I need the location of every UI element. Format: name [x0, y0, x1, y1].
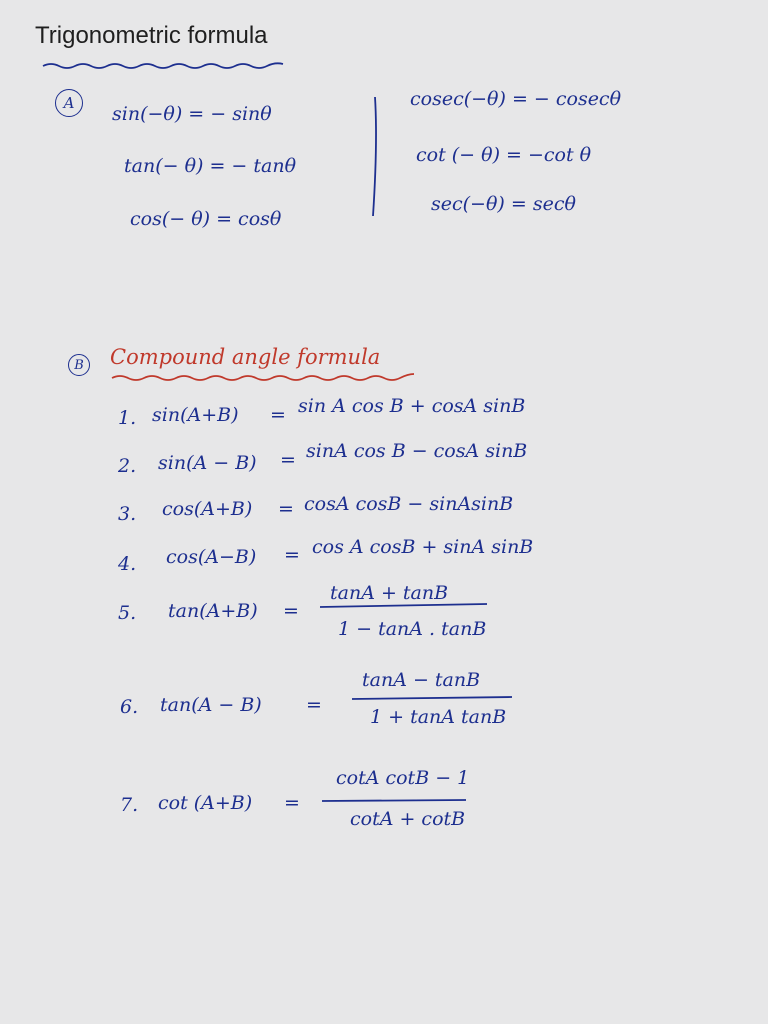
item-number: 2. — [118, 455, 137, 477]
formula-lhs: sin(A − B) — [158, 452, 257, 474]
column-divider — [373, 97, 376, 216]
formula-lhs: cos(A+B) — [162, 498, 253, 520]
identity-cos-neg: cos(− θ) = cosθ — [130, 208, 282, 230]
heading-underline — [112, 374, 414, 380]
fraction-numerator: tanA + tanB — [330, 582, 449, 604]
section-b-heading: Compound angle formula — [110, 345, 381, 369]
identity-cosec-neg: cosec(−θ) = − cosecθ — [410, 88, 622, 110]
fraction-denominator: 1 − tanA . tanB — [338, 618, 487, 640]
item-number: 1. — [118, 407, 137, 429]
formula-lhs: sin(A+B) — [152, 404, 239, 426]
item-number: 6. — [120, 696, 139, 718]
fraction-denominator: 1 + tanA tanB — [370, 706, 507, 728]
equals-sign: = — [284, 544, 300, 566]
equals-sign: = — [284, 792, 300, 814]
item-number: 3. — [118, 503, 137, 525]
identity-cot-neg: cot (− θ) = −cot θ — [416, 144, 592, 166]
item-number: 5. — [118, 602, 137, 624]
item-number: 4. — [118, 553, 137, 575]
formula-lhs: tan(A − B) — [160, 694, 262, 716]
fraction-bar-5 — [320, 604, 487, 607]
formula-lhs: cos(A−B) — [166, 546, 257, 568]
formula-rhs: cosA cosB − sinAsinB — [304, 493, 514, 515]
identity-tan-neg: tan(− θ) = − tanθ — [124, 155, 297, 177]
identity-sin-neg: sin(−θ) = − sinθ — [112, 103, 272, 125]
identity-sec-neg: sec(−θ) = secθ — [431, 193, 576, 215]
equals-sign: = — [278, 498, 294, 520]
formula-rhs: sinA cos B − cosA sinB — [306, 440, 528, 462]
title-underline — [43, 63, 283, 68]
fraction-numerator: tanA − tanB — [362, 669, 481, 691]
formula-rhs: sin A cos B + cosA sinB — [298, 395, 526, 417]
equals-sign: = — [306, 694, 322, 716]
equals-sign: = — [280, 449, 296, 471]
page-title: Trigonometric formula — [35, 22, 268, 49]
item-number: 7. — [120, 794, 139, 816]
equals-sign: = — [283, 600, 299, 622]
formula-lhs: tan(A+B) — [168, 600, 258, 622]
fraction-denominator: cotA + cotB — [350, 808, 466, 830]
section-b-marker: B — [68, 354, 90, 376]
fraction-bar-6 — [352, 697, 512, 699]
formula-lhs: cot (A+B) — [158, 792, 253, 814]
equals-sign: = — [270, 404, 286, 426]
fraction-bar-7 — [322, 800, 466, 801]
section-a-marker: A — [55, 89, 83, 117]
formula-rhs: cos A cosB + sinA sinB — [312, 536, 534, 558]
fraction-numerator: cotA cotB − 1 — [336, 767, 470, 789]
